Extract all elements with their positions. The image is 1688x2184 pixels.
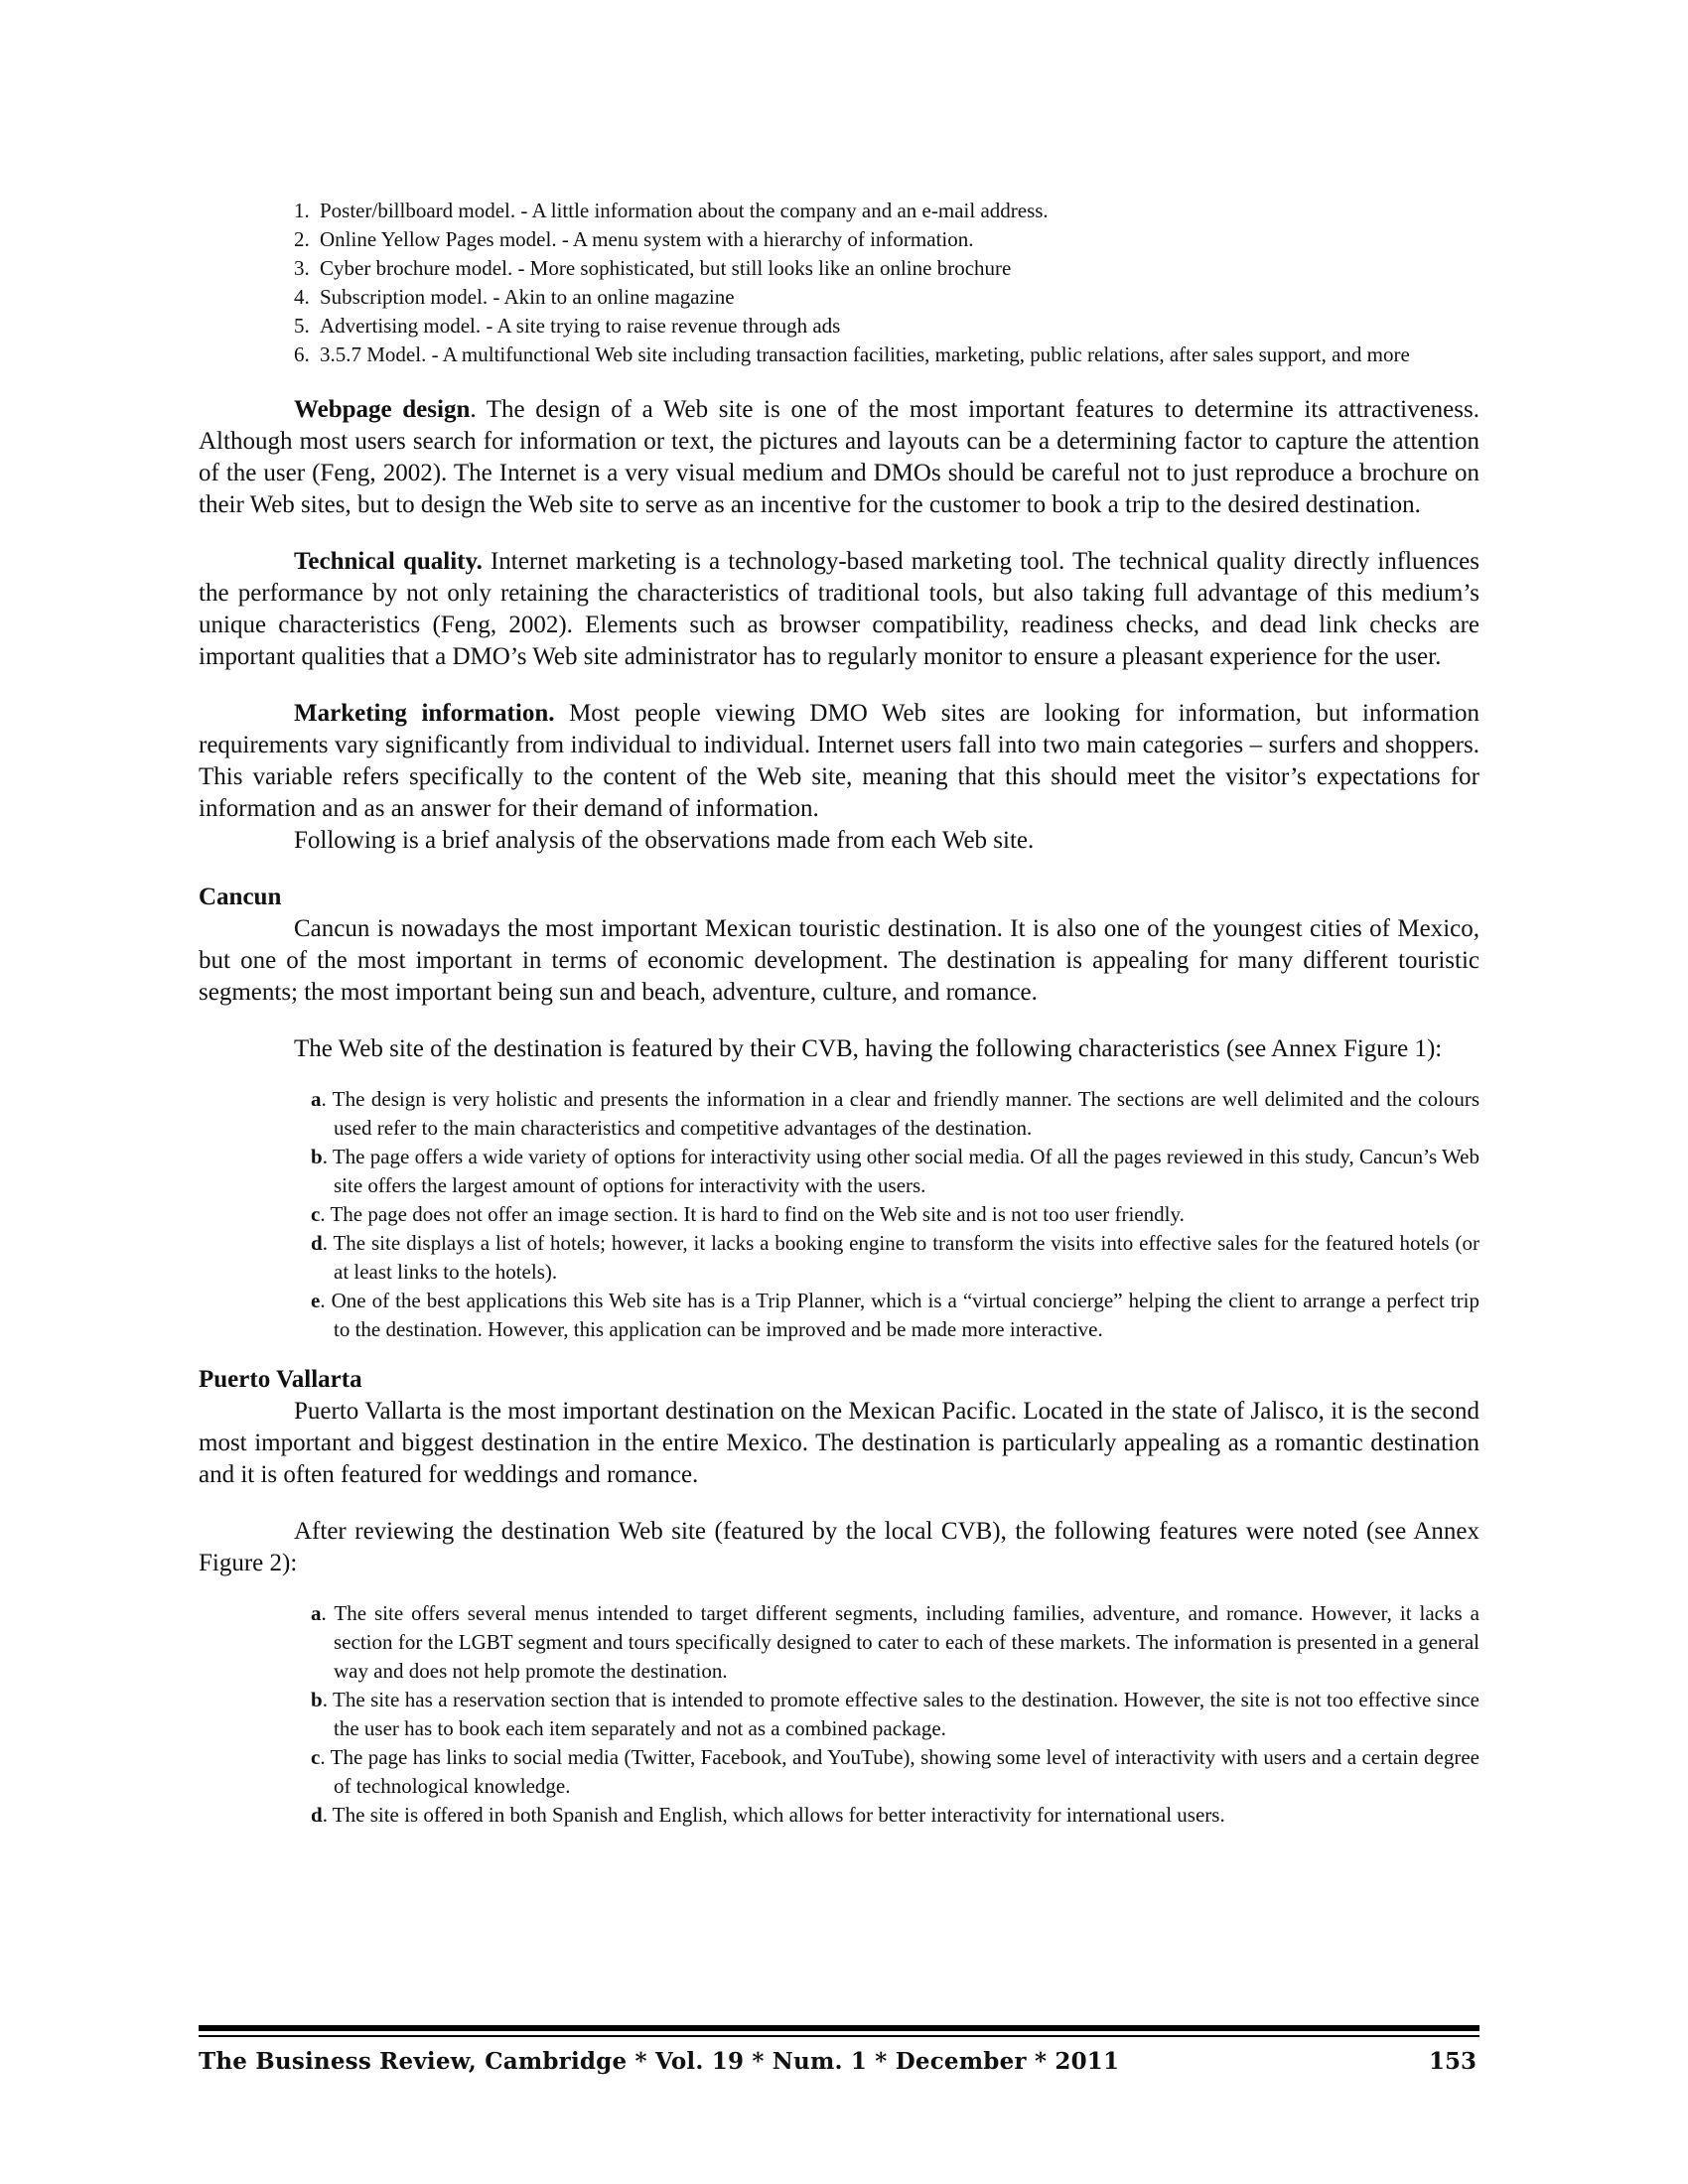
- puerto-vallarta-intro: Puerto Vallarta is the most important destination on the Mexican Pacific. Located in the state of Jalisco, it is the second most important and biggest destination in the entire Mexico. The destination is particularly appealing as a romantic destination and it is often featured for weddings and romance.: [199, 1398, 1479, 1488]
- list-item: [294, 1229, 1479, 1287]
- item-number: 1.: [294, 199, 310, 222]
- list-item: [294, 1085, 1479, 1143]
- item-text: Cyber brochure model. - More sophisticated, but still looks like an online brochure: [320, 256, 1012, 280]
- page-number: 153: [1428, 2048, 1477, 2075]
- list-item: [294, 1686, 1479, 1743]
- technical-quality-paragraph: [199, 546, 1479, 673]
- item-text: Advertising model. - A site trying to raise revenue through ads: [320, 314, 841, 338]
- list-item: [294, 254, 1479, 283]
- item-text: . The page does not offer an image section. It is hard to find on the Web site and is not too user friendly.: [320, 1202, 1185, 1226]
- item-number: 5.: [294, 314, 310, 338]
- website-models-list: [294, 197, 1479, 369]
- item-text: 3.5.7 Model. - A multifunctional Web site including transaction facilities, marketing, public relations, after sales support, and more: [320, 342, 1410, 366]
- item-text: . The site is offered in both Spanish and English, which allows for better interactivity for international users.: [322, 1803, 1225, 1827]
- paragraph-lead: Marketing information.: [294, 700, 555, 727]
- list-item: [294, 225, 1479, 254]
- puerto-vallarta-features-list: [294, 1599, 1479, 1830]
- journal-footer: The Business Review, Cambridge * Vol. 19 * Num. 1 * December * 2011: [199, 2048, 1120, 2075]
- list-item: [294, 1801, 1479, 1830]
- item-number: 3.: [294, 256, 310, 280]
- item-text: . The design is very holistic and presents the information in a clear and friendly manner. The sections are well delimited and the colours used refer to the main characteristics and competitive advantages of the destination.: [321, 1087, 1479, 1140]
- list-item: [294, 1200, 1479, 1229]
- item-text: . The page offers a wide variety of options for interactivity using other social media. Of all the pages reviewed in this study, Cancun’s Web site offers the largest amount of options for interactivity with the users.: [322, 1145, 1479, 1197]
- item-text: . The site offers several menus intended to target different segments, including families, adventure, and romance. However, it lacks a section for the LGBT segment and tours specifically designed to cater to each of these markets. The information is presented in a general way and does not help promote the destination.: [321, 1601, 1479, 1683]
- item-letter: c: [311, 1202, 321, 1226]
- puerto-vallarta-heading: Puerto Vallarta: [199, 1366, 362, 1393]
- footer-rule-thin: [199, 2035, 1479, 2037]
- item-letter: a: [311, 1601, 322, 1625]
- item-letter: d: [311, 1231, 323, 1255]
- list-item: [294, 1287, 1479, 1344]
- marketing-information-paragraph: [199, 698, 1479, 825]
- item-number: 2.: [294, 227, 310, 251]
- list-item: [294, 1599, 1479, 1686]
- item-text: Poster/billboard model. - A little information about the company and an e-mail address.: [320, 199, 1049, 222]
- puerto-vallarta-website-paragraph: After reviewing the destination Web site (featured by the local CVB), the following features were noted (see Annex Figure 2):: [199, 1518, 1479, 1576]
- item-letter: c: [311, 1745, 321, 1769]
- item-text: . The site displays a list of hotels; however, it lacks a booking engine to transform the visits into effective sales for the featured hotels (or at least links to the hotels).: [322, 1231, 1479, 1284]
- webpage-design-paragraph: [199, 394, 1479, 521]
- paragraph-text: Most people viewing DMO Web sites are looking for information, but information requirements vary significantly from individual to individual. Internet users fall into two main categories – surfers and shoppers. This variable refers specifically to the content of the Web site, meaning that this should meet the visitor’s expectations for information and as an answer for their demand of information.: [199, 700, 1480, 822]
- cancun-website-paragraph: The Web site of the destination is featured by their CVB, having the following characteristics (see Annex Figure 1):: [294, 1035, 1443, 1062]
- item-number: 6.: [294, 342, 310, 366]
- list-item: [294, 197, 1479, 225]
- item-text: Subscription model. - Akin to an online magazine: [320, 285, 735, 309]
- item-text: . The site has a reservation section that is intended to promote effective sales to the destination. However, the site is not too effective since the user has to book each item separately and not as a combined package.: [322, 1688, 1479, 1740]
- item-letter: b: [311, 1688, 323, 1711]
- list-item: [294, 341, 1479, 369]
- paragraph-text: Internet marketing is a technology-based marketing tool. The technical quality directly influences the performance by not only retaining the characteristics of traditional tools, but also taking full advantage of this medium’s unique characteristics (Feng, 2002). Elements such as browser compatibility, readiness checks, and dead link checks are important qualities that a DMO’s Web site administrator has to regularly monitor to ensure a pleasant experience for the user.: [199, 548, 1479, 670]
- item-text: . The page has links to social media (Twitter, Facebook, and YouTube), showing some level of interactivity with users and a certain degree of technological knowledge.: [320, 1745, 1479, 1798]
- list-item: [294, 1143, 1479, 1200]
- paragraph-lead: Webpage design: [294, 396, 471, 423]
- item-letter: b: [311, 1145, 323, 1168]
- page-content: [199, 197, 1479, 1830]
- cancun-intro: Cancun is nowadays the most important Mexican touristic destination. It is also one of the youngest cities of Mexico, but one of the most important in terms of economic development. The destination is appealing for many different touristic segments; the most important being sun and beach, adventure, culture, and romance.: [199, 915, 1479, 1006]
- footer-rule-thick: [199, 2025, 1479, 2031]
- paragraph-text: . The design of a Web site is one of the most important features to determine its attractiveness. Although most users search for information or text, the pictures and layouts can be a determining factor to capture the attention of the user (Feng, 2002). The Internet is a very visual medium and DMOs should be careful not to just reproduce a brochure on their Web sites, but to design the Web site to serve as an incentive for the customer to book a trip to the desired destination.: [199, 396, 1479, 518]
- list-item: [294, 1743, 1479, 1801]
- item-letter: d: [311, 1803, 323, 1827]
- following-paragraph: Following is a brief analysis of the observations made from each Web site.: [294, 827, 1035, 854]
- cancun-characteristics-list: [294, 1085, 1479, 1344]
- cancun-heading: Cancun: [199, 884, 282, 910]
- item-number: 4.: [294, 285, 310, 309]
- item-text: . One of the best applications this Web site has is a Trip Planner, which is a “virtual concierge” helping the client to arrange a perfect trip to the destination. However, this application can be improved and be made more interactive.: [320, 1289, 1479, 1341]
- paragraph-lead: Technical quality.: [294, 548, 483, 575]
- item-letter: e: [311, 1289, 321, 1312]
- item-text: Online Yellow Pages model. - A menu system with a hierarchy of information.: [320, 227, 974, 251]
- list-item: [294, 312, 1479, 341]
- item-letter: a: [311, 1087, 322, 1111]
- list-item: [294, 283, 1479, 312]
